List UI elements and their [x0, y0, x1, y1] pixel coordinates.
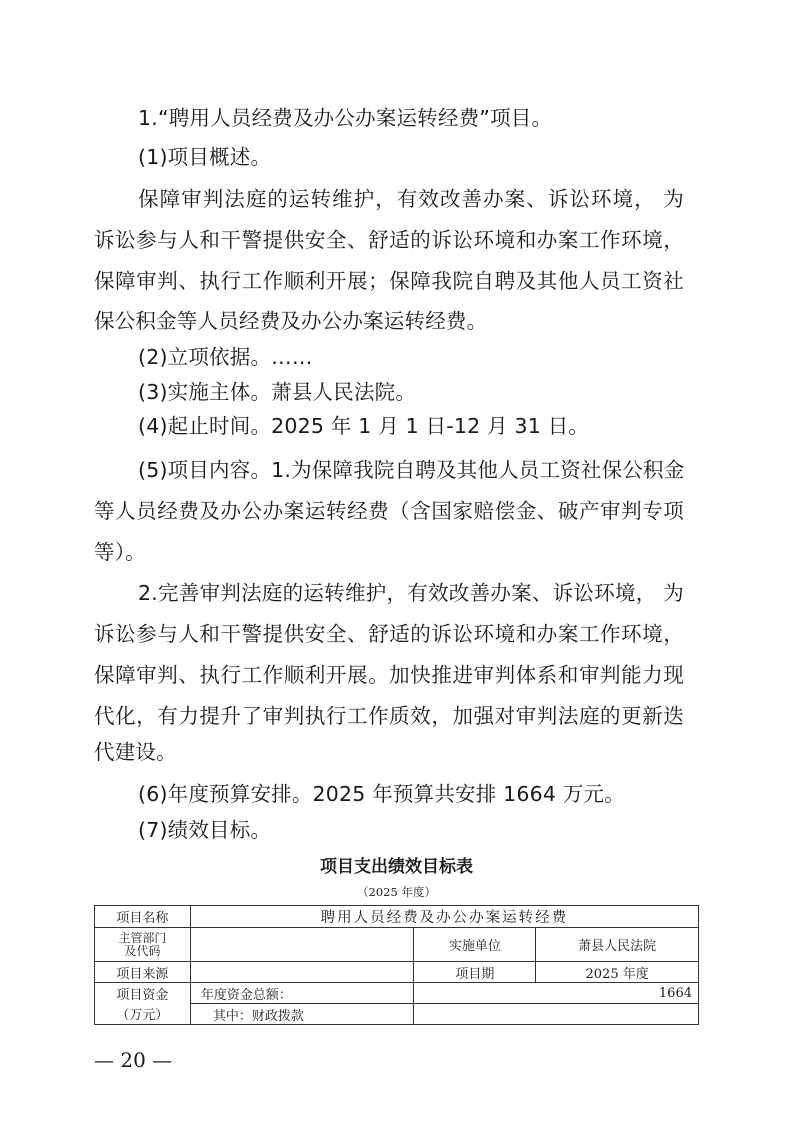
performance-target-table	[94, 905, 699, 1025]
subheading-period: (4)起止时间。2025 年 1 月 1 日-12 月 31 日。	[138, 414, 590, 438]
table-cell-label: 其中：财政拨款	[190, 1004, 414, 1025]
subheading-overview: (1)项目概述。	[138, 145, 272, 169]
table-cell-label-line: 及代码	[124, 943, 161, 958]
table-cell-label: 实施单位	[414, 928, 536, 962]
table-cell-label: 项目期	[414, 962, 536, 983]
table-cell-label-line: 主管部门	[118, 930, 167, 945]
table-cell-label: 项目来源	[95, 962, 191, 983]
paragraph-line: 等人员经费及办公办案运转经费（含国家赔偿金、破产审判专项	[94, 499, 684, 523]
table-row	[95, 1004, 699, 1025]
table-cell-value	[190, 962, 414, 983]
table-cell-value: 萧县人民法院	[536, 928, 699, 962]
table-cell-label: 项目名称	[95, 906, 191, 928]
page-number: — 20 —	[94, 1048, 173, 1072]
paragraph-line: 保障审判、执行工作顺利开展。加快推进审判体系和审判能力现	[94, 663, 684, 687]
paragraph-line: 代建设。	[94, 740, 177, 764]
subheading-subject: (3)实施主体。萧县人民法院。	[138, 380, 417, 404]
paragraph-line: 2.完善审判法庭的运转维护，有效改善办案、诉讼环境， 为	[138, 581, 684, 605]
paragraph-line: 等）。	[94, 540, 146, 564]
table-cell-label: （万元）	[95, 1004, 191, 1025]
table-cell-label: 项目资金	[95, 983, 191, 1004]
paragraph-line: 保障审判法庭的运转维护，有效改善办案、诉讼环境， 为	[138, 187, 684, 211]
table-cell-label	[95, 928, 191, 962]
table-row	[95, 906, 699, 928]
paragraph-line: 诉讼参与人和干警提供安全、舒适的诉讼环境和办案工作环境，	[94, 228, 684, 252]
table-cell-value: 1664	[414, 983, 699, 1004]
table-row	[95, 983, 699, 1004]
table-cell-value: 2025 年度	[536, 962, 699, 983]
subheading-goals: (7)绩效目标。	[138, 818, 272, 842]
subheading-basis: (2)立项依据。……	[138, 345, 313, 369]
table-subtitle: （2025 年度）	[357, 885, 436, 899]
section-heading: 1.“聘用人员经费及办公办案运转经费”项目。	[138, 106, 553, 130]
table-cell-value	[190, 928, 414, 962]
paragraph-line: 代化，有力提升了审判执行工作质效，加强对审判法庭的更新迭	[94, 704, 684, 728]
table-cell-value	[414, 1004, 699, 1025]
paragraph-line: 保障审判、执行工作顺利开展；保障我院自聘及其他人员工资社	[94, 269, 684, 293]
table-title: 项目支出绩效目标表	[320, 857, 473, 877]
table-cell-label: 年度资金总额：	[190, 983, 414, 1004]
table-cell-value: 聘用人员经费及办公办案运转经费	[190, 906, 698, 928]
paragraph-line: (5)项目内容。1.为保障我院自聘及其他人员工资社保公积金	[138, 458, 685, 482]
table-row	[95, 962, 699, 983]
table-row	[95, 928, 699, 962]
subheading-budget: (6)年度预算安排。2025 年预算共安排 1664 万元。	[138, 782, 625, 806]
paragraph-line: 诉讼参与人和干警提供安全、舒适的诉讼环境和办案工作环境，	[94, 622, 684, 646]
paragraph-line: 保公积金等人员经费及办公办案运转经费。	[94, 309, 488, 333]
